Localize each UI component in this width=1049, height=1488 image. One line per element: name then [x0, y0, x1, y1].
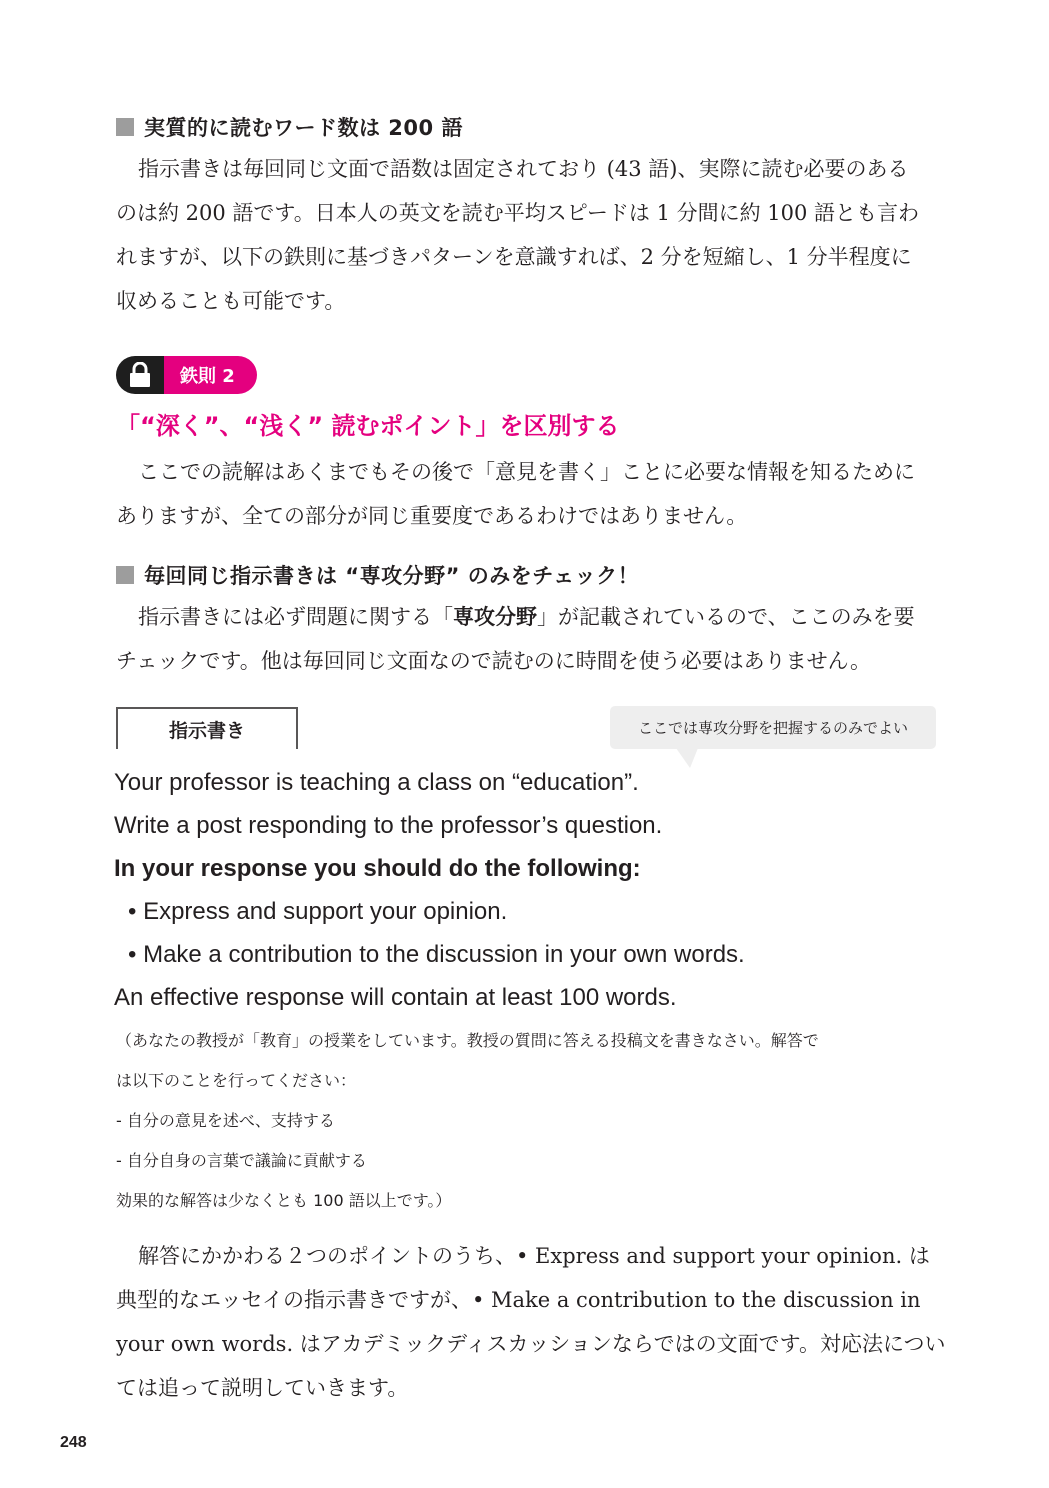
paragraph-line: ありますが、全ての部分が同じ重要度であるわけではありません。 — [116, 504, 748, 528]
section-heading-text: 実質的に読むワード数は 200 語 — [144, 116, 463, 140]
section2-paragraph — [116, 595, 936, 683]
bold-term: 専攻分野 — [453, 605, 537, 629]
section1-paragraph — [116, 147, 936, 323]
english-instructions — [114, 761, 745, 1019]
translation-line: は以下のことを行ってください： — [116, 1071, 357, 1090]
instruction-line-bold: In your response you should do the following: — [114, 855, 641, 882]
rule-title: 「“深く”、“浅く” 読むポイント」を区別する — [116, 412, 620, 440]
paragraph-line: ては追って説明していきます。 — [116, 1376, 409, 1400]
text-run: 指示書きには必ず問題に関する「 — [138, 605, 453, 629]
instruction-line: Your professor is teaching a class on “education”. — [114, 769, 639, 796]
paragraph-line: れますが、以下の鉄則に基づきパターンを意識すれば、2 分を短縮し、1 分半程度に — [116, 245, 912, 269]
instruction-line: Write a post responding to the professor’s question. — [114, 812, 663, 839]
closing-paragraph — [116, 1234, 946, 1410]
gray-square-icon — [116, 566, 134, 584]
instruction-bullet: • Make a contribution to the discussion in your own words. — [128, 941, 745, 968]
section-heading-word-count — [116, 109, 463, 145]
paragraph-line: 典型的なエッセイの指示書きですが、• Make a contribution to the discussion in — [116, 1288, 921, 1312]
paragraph-line: のは約 200 語です。日本人の英文を読む平均スピードは 1 分間に約 100 語とも言わ — [116, 201, 920, 225]
instructions-box-label: 指示書き — [116, 707, 298, 749]
rule-label: 鉄則 2 — [164, 356, 257, 394]
paragraph-line: 指示書きは毎回同じ文面で語数は固定されており (43 語)、実際に読む必要のある — [138, 157, 909, 181]
gray-square-icon — [116, 118, 134, 136]
japanese-translation — [116, 1021, 819, 1221]
section-heading-text: 毎回同じ指示書きは “専攻分野” のみをチェック！ — [144, 564, 640, 588]
page-number: 248 — [60, 1434, 87, 1451]
paragraph-line: チェックです。他は毎回同じ文面なので読むのに時間を使う必要はありません。 — [116, 649, 871, 673]
paragraph-line: 解答にかかわる２つのポイントのうち、• Express and support your opinion. は — [138, 1244, 930, 1268]
instruction-line: An effective response will contain at least 100 words. — [114, 984, 677, 1011]
instruction-bullet: • Express and support your opinion. — [128, 898, 508, 925]
paragraph-line — [116, 595, 936, 639]
translation-line: （あなたの教授が「教育」の授業をしています。教授の質問に答える投稿文を書きなさい。解答で — [116, 1031, 819, 1050]
section-heading-major-field — [116, 557, 639, 593]
paragraph-line: 収めることも可能です。 — [116, 289, 346, 313]
callout-bubble: ここでは専攻分野を把握するのみでよい — [610, 706, 936, 749]
text-run: 」が記載されているので、ここのみを要 — [537, 605, 915, 629]
paragraph-line: ここでの読解はあくまでもその後で「意見を書く」ことに必要な情報を知るために — [138, 460, 915, 484]
lock-icon — [116, 356, 164, 394]
rule-tag — [116, 356, 257, 394]
rule-paragraph — [116, 450, 936, 538]
translation-line: - 自分自身の言葉で議論に貢献する — [116, 1151, 367, 1170]
translation-line: 効果的な解答は少なくとも 100 語以上です。） — [116, 1191, 452, 1210]
paragraph-line: your own words. はアカデミックディスカッションならではの文面です。対応法につい — [116, 1332, 946, 1356]
translation-line: - 自分の意見を述べ、支持する — [116, 1111, 335, 1130]
